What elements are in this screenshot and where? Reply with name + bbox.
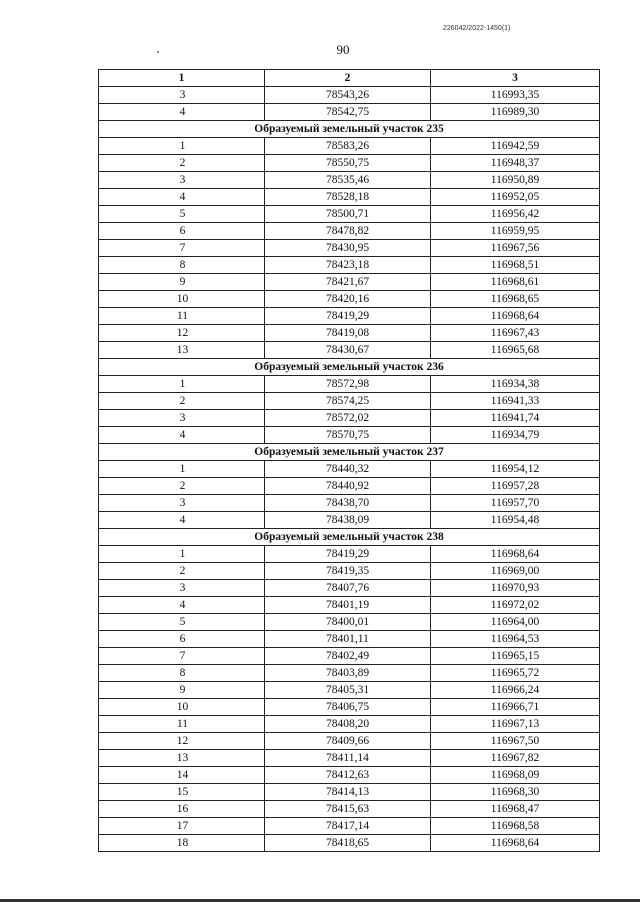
table-row (99, 648, 600, 665)
point-number-cell: 8 (99, 257, 265, 274)
x-coordinate-cell: 78543,26 (265, 87, 431, 104)
column-header: 3 (431, 70, 600, 87)
point-number-cell: 9 (99, 682, 265, 699)
point-number-cell: 12 (99, 733, 265, 750)
y-coordinate-cell: 116964,53 (431, 631, 600, 648)
point-number-cell: 7 (99, 648, 265, 665)
x-coordinate-cell: 78535,46 (265, 172, 431, 189)
x-coordinate-cell: 78419,35 (265, 563, 431, 580)
x-coordinate-cell: 78418,65 (265, 835, 431, 852)
section-title: Образуемый земельный участок 237 (99, 444, 600, 461)
table-row (99, 155, 600, 172)
y-coordinate-cell: 116968,47 (431, 801, 600, 818)
scan-speck (157, 51, 159, 53)
y-coordinate-cell: 116954,12 (431, 461, 600, 478)
table-row (99, 512, 600, 529)
page-bottom-edge (0, 899, 640, 902)
table-row (99, 104, 600, 121)
x-coordinate-cell: 78407,76 (265, 580, 431, 597)
table-row (99, 172, 600, 189)
y-coordinate-cell: 116965,68 (431, 342, 600, 359)
page-number: 90 (336, 42, 350, 57)
x-coordinate-cell: 78409,66 (265, 733, 431, 750)
section-header-row (99, 529, 600, 546)
table-row (99, 274, 600, 291)
point-number-cell: 4 (99, 427, 265, 444)
y-coordinate-cell: 116959,95 (431, 223, 600, 240)
y-coordinate-cell: 116966,24 (431, 682, 600, 699)
y-coordinate-cell: 116968,09 (431, 767, 600, 784)
y-coordinate-cell: 116950,89 (431, 172, 600, 189)
point-number-cell: 6 (99, 631, 265, 648)
point-number-cell: 1 (99, 138, 265, 155)
y-coordinate-cell: 116968,51 (431, 257, 600, 274)
table-row (99, 597, 600, 614)
section-header-row (99, 444, 600, 461)
section-title: Образуемый земельный участок 236 (99, 359, 600, 376)
table-row (99, 495, 600, 512)
table-row (99, 801, 600, 818)
y-coordinate-cell: 116968,64 (431, 835, 600, 852)
point-number-cell: 18 (99, 835, 265, 852)
point-number-cell: 5 (99, 614, 265, 631)
point-number-cell: 4 (99, 512, 265, 529)
table-row (99, 87, 600, 104)
table-row (99, 682, 600, 699)
x-coordinate-cell: 78572,98 (265, 376, 431, 393)
y-coordinate-cell: 116957,28 (431, 478, 600, 495)
x-coordinate-cell: 78570,75 (265, 427, 431, 444)
y-coordinate-cell: 116934,38 (431, 376, 600, 393)
y-coordinate-cell: 116957,70 (431, 495, 600, 512)
y-coordinate-cell: 116970,93 (431, 580, 600, 597)
point-number-cell: 1 (99, 376, 265, 393)
x-coordinate-cell: 78440,32 (265, 461, 431, 478)
x-coordinate-cell: 78542,75 (265, 104, 431, 121)
x-coordinate-cell: 78438,70 (265, 495, 431, 512)
table-row (99, 818, 600, 835)
x-coordinate-cell: 78405,31 (265, 682, 431, 699)
table-row (99, 614, 600, 631)
table-row (99, 699, 600, 716)
point-number-cell: 12 (99, 325, 265, 342)
x-coordinate-cell: 78406,75 (265, 699, 431, 716)
x-coordinate-cell: 78438,09 (265, 512, 431, 529)
section-title: Образуемый земельный участок 235 (99, 121, 600, 138)
y-coordinate-cell: 116967,13 (431, 716, 600, 733)
table-row (99, 733, 600, 750)
x-coordinate-cell: 78572,02 (265, 410, 431, 427)
point-number-cell: 3 (99, 580, 265, 597)
point-number-cell: 4 (99, 104, 265, 121)
x-coordinate-cell: 78500,71 (265, 206, 431, 223)
y-coordinate-cell: 116968,65 (431, 291, 600, 308)
x-coordinate-cell: 78528,18 (265, 189, 431, 206)
x-coordinate-cell: 78440,92 (265, 478, 431, 495)
table-row (99, 784, 600, 801)
table-row (99, 750, 600, 767)
table-row (99, 478, 600, 495)
y-coordinate-cell: 116967,43 (431, 325, 600, 342)
table-row (99, 189, 600, 206)
point-number-cell: 16 (99, 801, 265, 818)
y-coordinate-cell: 116934,79 (431, 427, 600, 444)
section-header-row (99, 359, 600, 376)
y-coordinate-cell: 116967,50 (431, 733, 600, 750)
table-row (99, 563, 600, 580)
x-coordinate-cell: 78421,67 (265, 274, 431, 291)
y-coordinate-cell: 116972,02 (431, 597, 600, 614)
table-body (99, 87, 600, 852)
point-number-cell: 10 (99, 699, 265, 716)
table-row (99, 767, 600, 784)
x-coordinate-cell: 78414,13 (265, 784, 431, 801)
point-number-cell: 5 (99, 206, 265, 223)
y-coordinate-cell: 116968,64 (431, 546, 600, 563)
y-coordinate-cell: 116989,30 (431, 104, 600, 121)
column-header: 1 (99, 70, 265, 87)
y-coordinate-cell: 116993,35 (431, 87, 600, 104)
point-number-cell: 2 (99, 393, 265, 410)
point-number-cell: 6 (99, 223, 265, 240)
x-coordinate-cell: 78403,89 (265, 665, 431, 682)
point-number-cell: 4 (99, 189, 265, 206)
x-coordinate-cell: 78419,29 (265, 308, 431, 325)
x-coordinate-cell: 78412,63 (265, 767, 431, 784)
table-header-row (99, 70, 600, 87)
point-number-cell: 2 (99, 155, 265, 172)
y-coordinate-cell: 116965,72 (431, 665, 600, 682)
table-row (99, 342, 600, 359)
column-header: 2 (265, 70, 431, 87)
table-row (99, 410, 600, 427)
point-number-cell: 9 (99, 274, 265, 291)
point-number-cell: 3 (99, 172, 265, 189)
table-row (99, 291, 600, 308)
point-number-cell: 11 (99, 716, 265, 733)
section-title: Образуемый земельный участок 238 (99, 529, 600, 546)
y-coordinate-cell: 116968,30 (431, 784, 600, 801)
x-coordinate-cell: 78411,14 (265, 750, 431, 767)
point-number-cell: 1 (99, 461, 265, 478)
x-coordinate-cell: 78430,95 (265, 240, 431, 257)
x-coordinate-cell: 78583,26 (265, 138, 431, 155)
x-coordinate-cell: 78423,18 (265, 257, 431, 274)
y-coordinate-cell: 116941,74 (431, 410, 600, 427)
table-row (99, 461, 600, 478)
point-number-cell: 13 (99, 750, 265, 767)
point-number-cell: 3 (99, 87, 265, 104)
point-number-cell: 2 (99, 478, 265, 495)
x-coordinate-cell: 78420,16 (265, 291, 431, 308)
table-row (99, 665, 600, 682)
x-coordinate-cell: 78430,67 (265, 342, 431, 359)
table-row (99, 546, 600, 563)
table-row (99, 716, 600, 733)
x-coordinate-cell: 78415,63 (265, 801, 431, 818)
point-number-cell: 4 (99, 597, 265, 614)
y-coordinate-cell: 116968,58 (431, 818, 600, 835)
table-row (99, 138, 600, 155)
y-coordinate-cell: 116954,48 (431, 512, 600, 529)
x-coordinate-cell: 78401,19 (265, 597, 431, 614)
point-number-cell: 15 (99, 784, 265, 801)
y-coordinate-cell: 116941,33 (431, 393, 600, 410)
table-row (99, 427, 600, 444)
section-header-row (99, 121, 600, 138)
table-row (99, 835, 600, 852)
x-coordinate-cell: 78419,29 (265, 546, 431, 563)
x-coordinate-cell: 78408,20 (265, 716, 431, 733)
point-number-cell: 10 (99, 291, 265, 308)
y-coordinate-cell: 116952,05 (431, 189, 600, 206)
y-coordinate-cell: 116956,42 (431, 206, 600, 223)
x-coordinate-cell: 78400,01 (265, 614, 431, 631)
x-coordinate-cell: 78419,08 (265, 325, 431, 342)
y-coordinate-cell: 116967,82 (431, 750, 600, 767)
table-row (99, 223, 600, 240)
x-coordinate-cell: 78574,25 (265, 393, 431, 410)
y-coordinate-cell: 116966,71 (431, 699, 600, 716)
y-coordinate-cell: 116968,64 (431, 308, 600, 325)
point-number-cell: 11 (99, 308, 265, 325)
y-coordinate-cell: 116942,59 (431, 138, 600, 155)
point-number-cell: 13 (99, 342, 265, 359)
table-row (99, 393, 600, 410)
point-number-cell: 7 (99, 240, 265, 257)
table-row (99, 206, 600, 223)
point-number-cell: 1 (99, 546, 265, 563)
point-number-cell: 14 (99, 767, 265, 784)
coordinates-table (98, 69, 600, 852)
table-row (99, 325, 600, 342)
table-row (99, 376, 600, 393)
y-coordinate-cell: 116965,15 (431, 648, 600, 665)
y-coordinate-cell: 116948,37 (431, 155, 600, 172)
x-coordinate-cell: 78417,14 (265, 818, 431, 835)
table-row (99, 240, 600, 257)
x-coordinate-cell: 78402,49 (265, 648, 431, 665)
table-row (99, 257, 600, 274)
point-number-cell: 3 (99, 410, 265, 427)
y-coordinate-cell: 116969,00 (431, 563, 600, 580)
y-coordinate-cell: 116967,56 (431, 240, 600, 257)
document-id: 226042/2022-1450(1) (443, 25, 511, 32)
table-row (99, 580, 600, 597)
point-number-cell: 8 (99, 665, 265, 682)
point-number-cell: 17 (99, 818, 265, 835)
x-coordinate-cell: 78401,11 (265, 631, 431, 648)
table-row (99, 308, 600, 325)
x-coordinate-cell: 78550,75 (265, 155, 431, 172)
y-coordinate-cell: 116968,61 (431, 274, 600, 291)
point-number-cell: 2 (99, 563, 265, 580)
x-coordinate-cell: 78478,82 (265, 223, 431, 240)
y-coordinate-cell: 116964,00 (431, 614, 600, 631)
table-row (99, 631, 600, 648)
point-number-cell: 3 (99, 495, 265, 512)
